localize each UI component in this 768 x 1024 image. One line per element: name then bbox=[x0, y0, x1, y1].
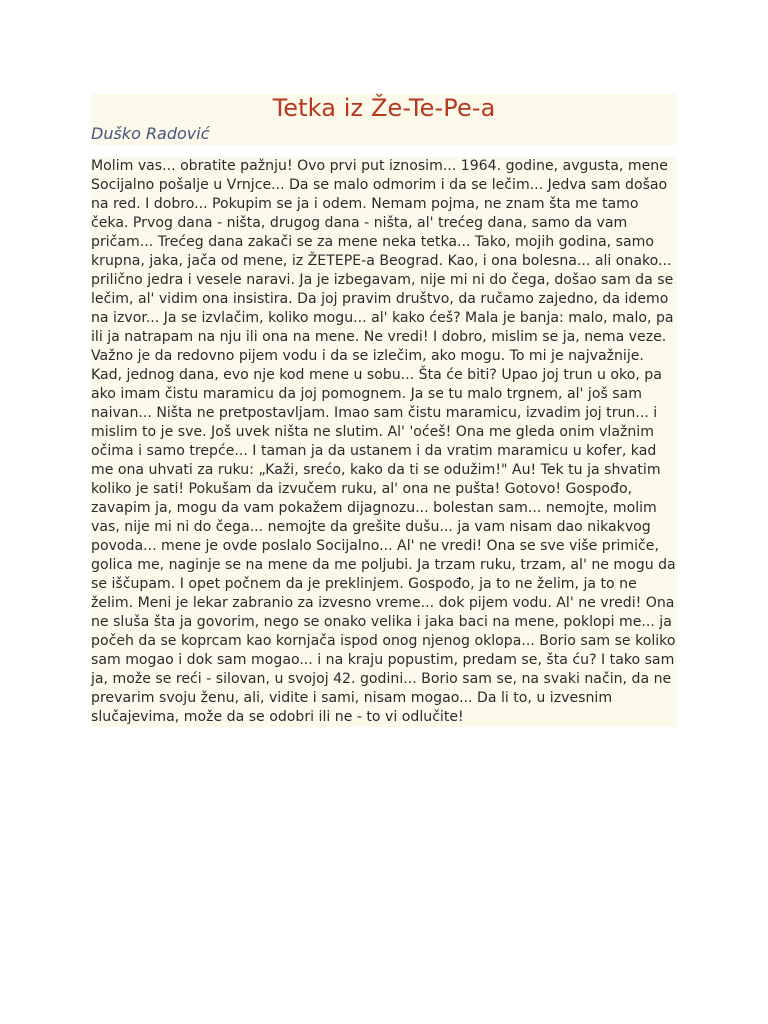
author-band bbox=[91, 123, 677, 145]
title-band bbox=[91, 94, 677, 123]
document-body: Molim vas... obratite pažnju! Ovo prvi put iznosim... 1964. godine, avgusta, mene Socijalno pošalje u Vrnjce... Da se malo odmorim i da se lečim... Jedva sam došao na red. I dobro... Pokupim se ja i odem. Nemam pojma, ne znam šta me tamo čeka. Prvog dana - ništa, drugog dana - ništa, al' trećeg dana, samo da vam pričam... Trećeg dana zakači se za mene neka tetka... Tako, mojih godina, samo krupna, jaka, jača od mene, iz ŽETEPE-a Beograd. Kao, i ona bolesna... ali onako... prilično jedra i vesele naravi. Ja je izbegavam, nije mi ni do čega, došao sam da se lečim, al' vidim ona insistira. Da joj pravim društvo, da ručamo zajedno, da idemo na izvor... Ja se izvlačim, koliko mogu... al' kako ćeš? Mala je banja: malo, malo, pa ili ja natrapam na nju ili ona na mene. Ne vredi! I dobro, mislim se ja, nema veze. Važno je da redovno pijem vodu i da se izlečim, ako mogu. To mi je najvažnije. Kad, jednog dana, evo nje kod mene u sobu... Šta će biti? Upao joj trun u oko, pa ako imam čistu maramicu da joj pomognem. Ja se tu malo trgnem, al' još sam naivan... Ništa ne pretpostavljam. Imao sam čistu maramicu, izvadim joj trun... i mislim to je sve. Još uvek ništa ne slutim. Al' 'oćeš! Ona me gleda onim vlažnim očima i samo trepće... I taman ja da ustanem i da vratim maramicu u kofer, kad me ona uhvati za ruku: „Kaži, srećo, kako da ti se odužim!" Au! Tek tu ja shvatim koliko je sati! Pokušam da izvučem ruku, al' ona ne pušta! Gotovo! Gospođo, zavapim ja, mogu da vam pokažem dijagnozu... bolestan sam... nemojte, molim vas, nije mi ni do čega... nemojte da grešite dušu... ja vam nisam dao nikakvog povoda... mene je ovde poslalo Socijalno... Al' ne vredi! Ona se sve više primiče, golica me, naginje se na mene da me poljubi. Ja trzam ruku, trzam, al' ne mogu da se iščupam. I opet počnem da je preklinjem. Gospođo, ja to ne želim, ja to ne želim. Meni je lekar zabranio za izvesno vreme... dok pijem vodu. Al' ne vredi! Ona ne sluša šta ja govorim, nego se onako velika i jaka baci na mene, poklopi me... ja počeh da se koprcam kao kornjača ispod onog njenog oklopa... Borio sam se koliko sam mogao i dok sam mogao... i na kraju popustim, predam se, šta ću? I tako sam ja, može se reći - silovan, u svojoj 42. godini... Borio sam se, na svaki način, da ne prevarim svoju ženu, ali, vidite i sami, nisam mogao... Da li to, u izvesnim slučajevima, može da se odobri ili ne - to vi odlučite! bbox=[91, 158, 676, 725]
document-page bbox=[91, 94, 677, 727]
document-author: Duško Radović bbox=[91, 124, 210, 143]
document-title: Tetka iz Že-Te-Pe-a bbox=[272, 94, 496, 122]
body-band bbox=[91, 157, 677, 727]
